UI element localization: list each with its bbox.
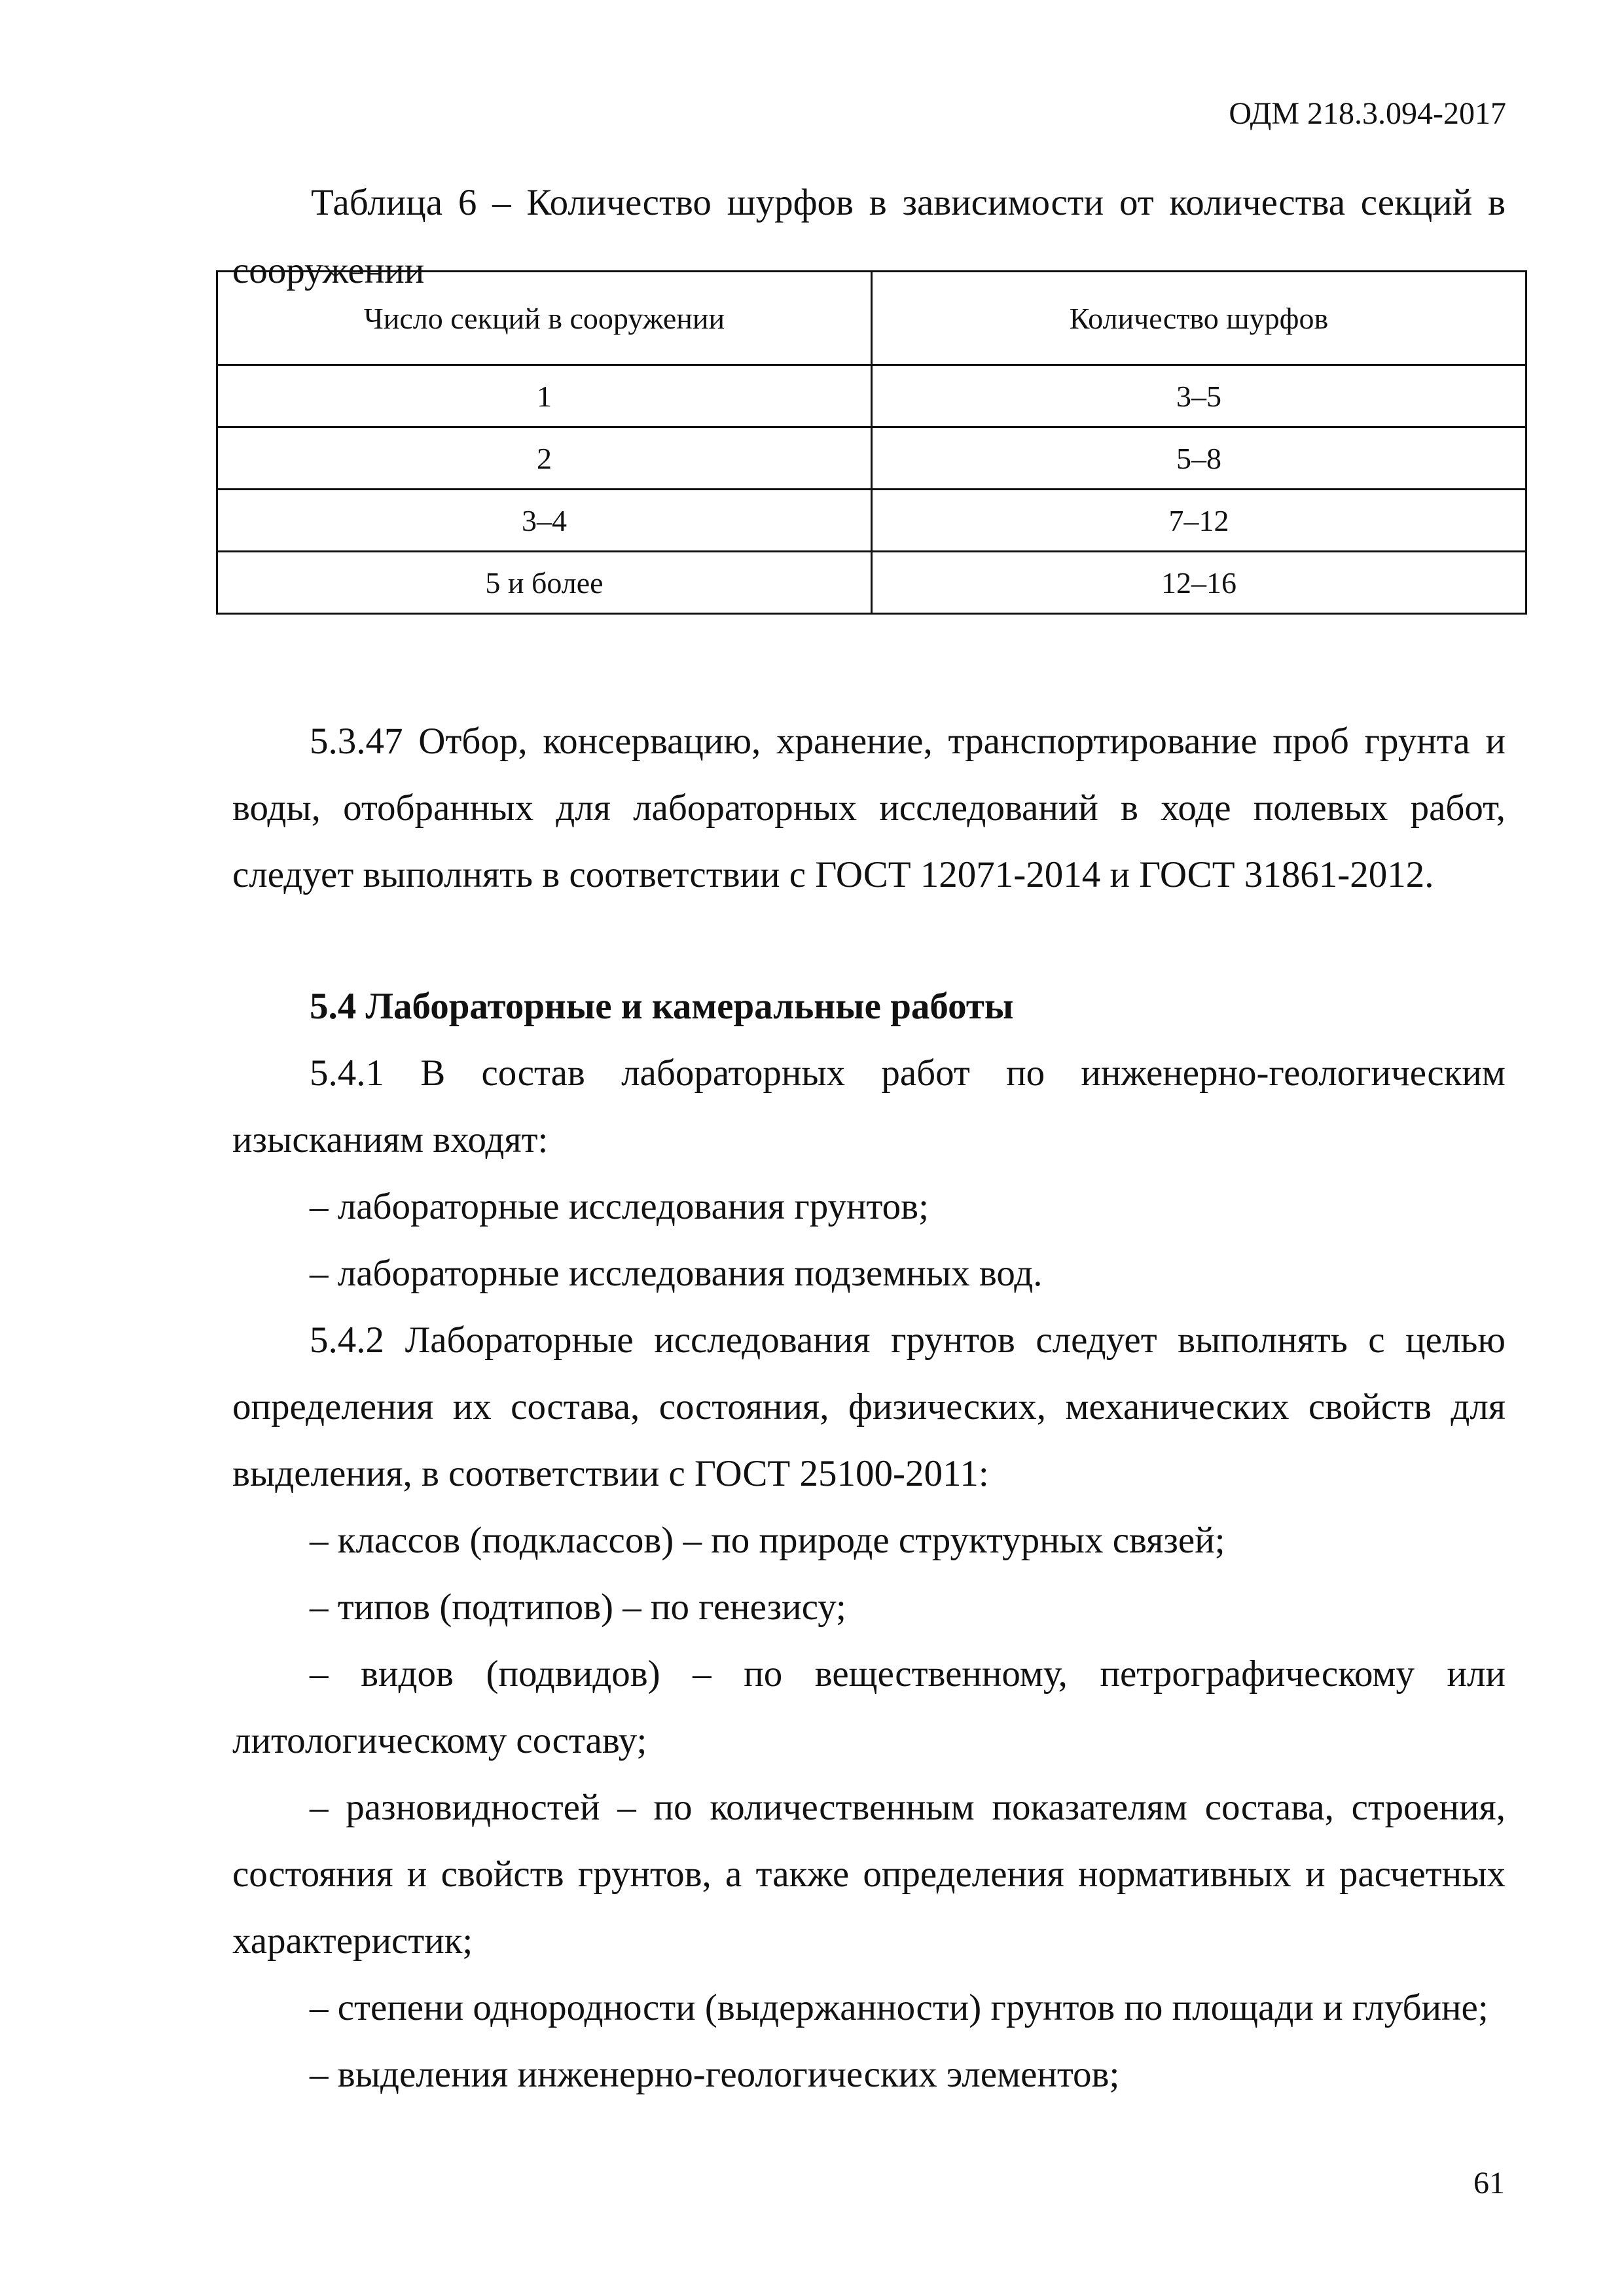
table-header-cell: Число секций в сооружении bbox=[217, 272, 872, 365]
section-heading-5-4: 5.4 Лабораторные и камеральные работы bbox=[310, 986, 1014, 1027]
table-row bbox=[217, 365, 1526, 427]
table-cell: 7–12 bbox=[872, 490, 1526, 552]
table-cell: 5 и более bbox=[217, 552, 872, 614]
list-item: – классов (подклассов) – по природе структурных связей; bbox=[310, 1520, 1225, 1561]
list-item: – лабораторные исследования грунтов; bbox=[310, 1186, 929, 1227]
list-item: – степени однородности (выдержанности) грунтов по площади и глубине; bbox=[310, 1987, 1489, 2028]
paragraph-5-3-47-block bbox=[232, 708, 1506, 908]
table-row bbox=[217, 552, 1526, 614]
table-cell: 1 bbox=[217, 365, 872, 427]
table-cell: 12–16 bbox=[872, 552, 1526, 614]
list-item: – видов (подвидов) – по вещественному, петрографическому или литологическому составу; bbox=[232, 1653, 1506, 1761]
section-5-4-block bbox=[232, 973, 1506, 2108]
table-caption: Таблица 6 – Количество шурфов в зависимости от количества секций в сооружении bbox=[232, 182, 1506, 291]
list-item: – разновидностей – по количественным показателям состава, строения, состояния и свойств грунтов, а также определения нормативных и расчетных характеристик; bbox=[232, 1787, 1506, 1962]
table-header-cell: Количество шурфов bbox=[872, 272, 1526, 365]
list-item: – типов (подтипов) – по генезису; bbox=[310, 1587, 846, 1628]
table-cell: 2 bbox=[217, 427, 872, 490]
table-header-row bbox=[217, 272, 1526, 365]
paragraph-5-4-2: 5.4.2 Лабораторные исследования грунтов следует выполнять с целью определения их состава, состояния, физических, механических свойств для выделения, в соответствии с ГОСТ 25100-2011: bbox=[232, 1319, 1506, 1494]
list-item: – лабораторные исследования подземных вод. bbox=[310, 1253, 1043, 1294]
document-code: ОДМ 218.3.094-2017 bbox=[1229, 96, 1506, 131]
table-cell: 3–4 bbox=[217, 490, 872, 552]
sections-pits-table bbox=[216, 270, 1527, 615]
paragraph-5-4-1: 5.4.1 В состав лабораторных работ по инженерно-геологическим изысканиям входят: bbox=[232, 1052, 1506, 1160]
table-row bbox=[217, 490, 1526, 552]
page-number: 61 bbox=[1473, 2166, 1505, 2200]
table-row bbox=[217, 427, 1526, 490]
table-cell: 3–5 bbox=[872, 365, 1526, 427]
list-item: – выделения инженерно-геологических элементов; bbox=[310, 2054, 1120, 2095]
table-cell: 5–8 bbox=[872, 427, 1526, 490]
paragraph-5-3-47: 5.3.47 Отбор, консервацию, хранение, транспортирование проб грунта и воды, отобранных для лабораторных исследований в ходе полевых работ, следует выполнять в соответствии с ГОСТ 12071-2014 и ГОСТ 31861-2012. bbox=[232, 721, 1506, 895]
